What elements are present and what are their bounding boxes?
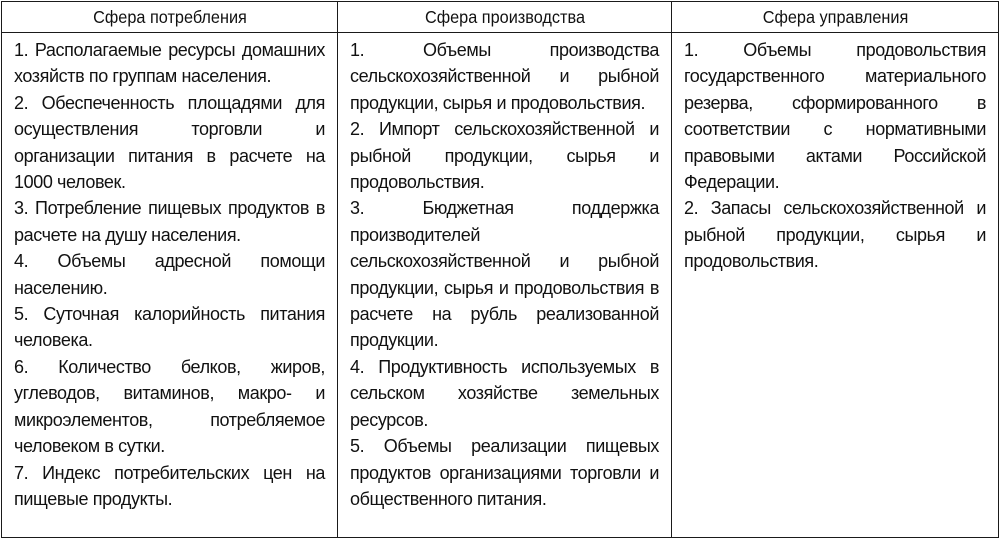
header-row [2, 2, 999, 33]
table-header [2, 2, 999, 33]
management-list [684, 37, 986, 275]
cell-management [672, 33, 999, 538]
list-item: 4. Продуктивность используемых в сельском хозяйстве земельных ресурсов. [350, 356, 659, 430]
consumption-list [14, 37, 325, 512]
list-item: 3. Бюджетная поддержка производителей сельскохозяйственной и рыбной продукции, сырья и продовольствия в расчете на рубль реализованной продукции. [350, 198, 659, 351]
production-list [350, 37, 659, 512]
list-item: 1. Объемы продовольствия государственного материального резерва, сформированного в соответствии с нормативными правовыми актами Российской Федерации. [684, 40, 986, 193]
header-management: Сфера управления [683, 2, 987, 33]
list-item: 1. Располагаемые ресурсы домашних хозяйств по группам населения. [14, 40, 325, 87]
list-item: 7. Индекс потребительских цен на пищевые продукты. [14, 462, 325, 509]
list-item: 6. Количество белков, жиров, углеводов, витаминов, макро- и микроэлементов, потребляемое человеком в сутки. [14, 356, 325, 457]
cell-consumption [2, 33, 338, 538]
list-item: 2. Обеспеченность площадями для осуществления торговли и организации питания в расчете на 1000 человек. [14, 92, 325, 193]
header-consumption: Сфера потребления [13, 2, 325, 33]
indicators-table [1, 1, 999, 538]
list-item: 2. Запасы сельскохозяйственной и рыбной продукции, сырья и продовольствия. [684, 198, 986, 272]
list-item: 3. Потребление пищевых продуктов в расчете на душу населения. [14, 198, 325, 245]
list-item: 2. Импорт сельскохозяйственной и рыбной продукции, сырья и продовольствия. [350, 119, 659, 193]
list-item: 5. Суточная калорийность питания человека. [14, 304, 325, 351]
list-item: 4. Объемы адресной помощи населению. [14, 251, 325, 298]
cell-production [338, 33, 672, 538]
list-item: 1. Объемы производства сельскохозяйственной и рыбной продукции, сырья и продовольствия. [350, 40, 659, 113]
content-row [2, 33, 999, 538]
header-production: Сфера производства [349, 2, 660, 33]
list-item: 5. Объемы реализации пищевых продуктов организациями торговли и общественного питания. [350, 436, 659, 509]
table-body [2, 33, 999, 538]
